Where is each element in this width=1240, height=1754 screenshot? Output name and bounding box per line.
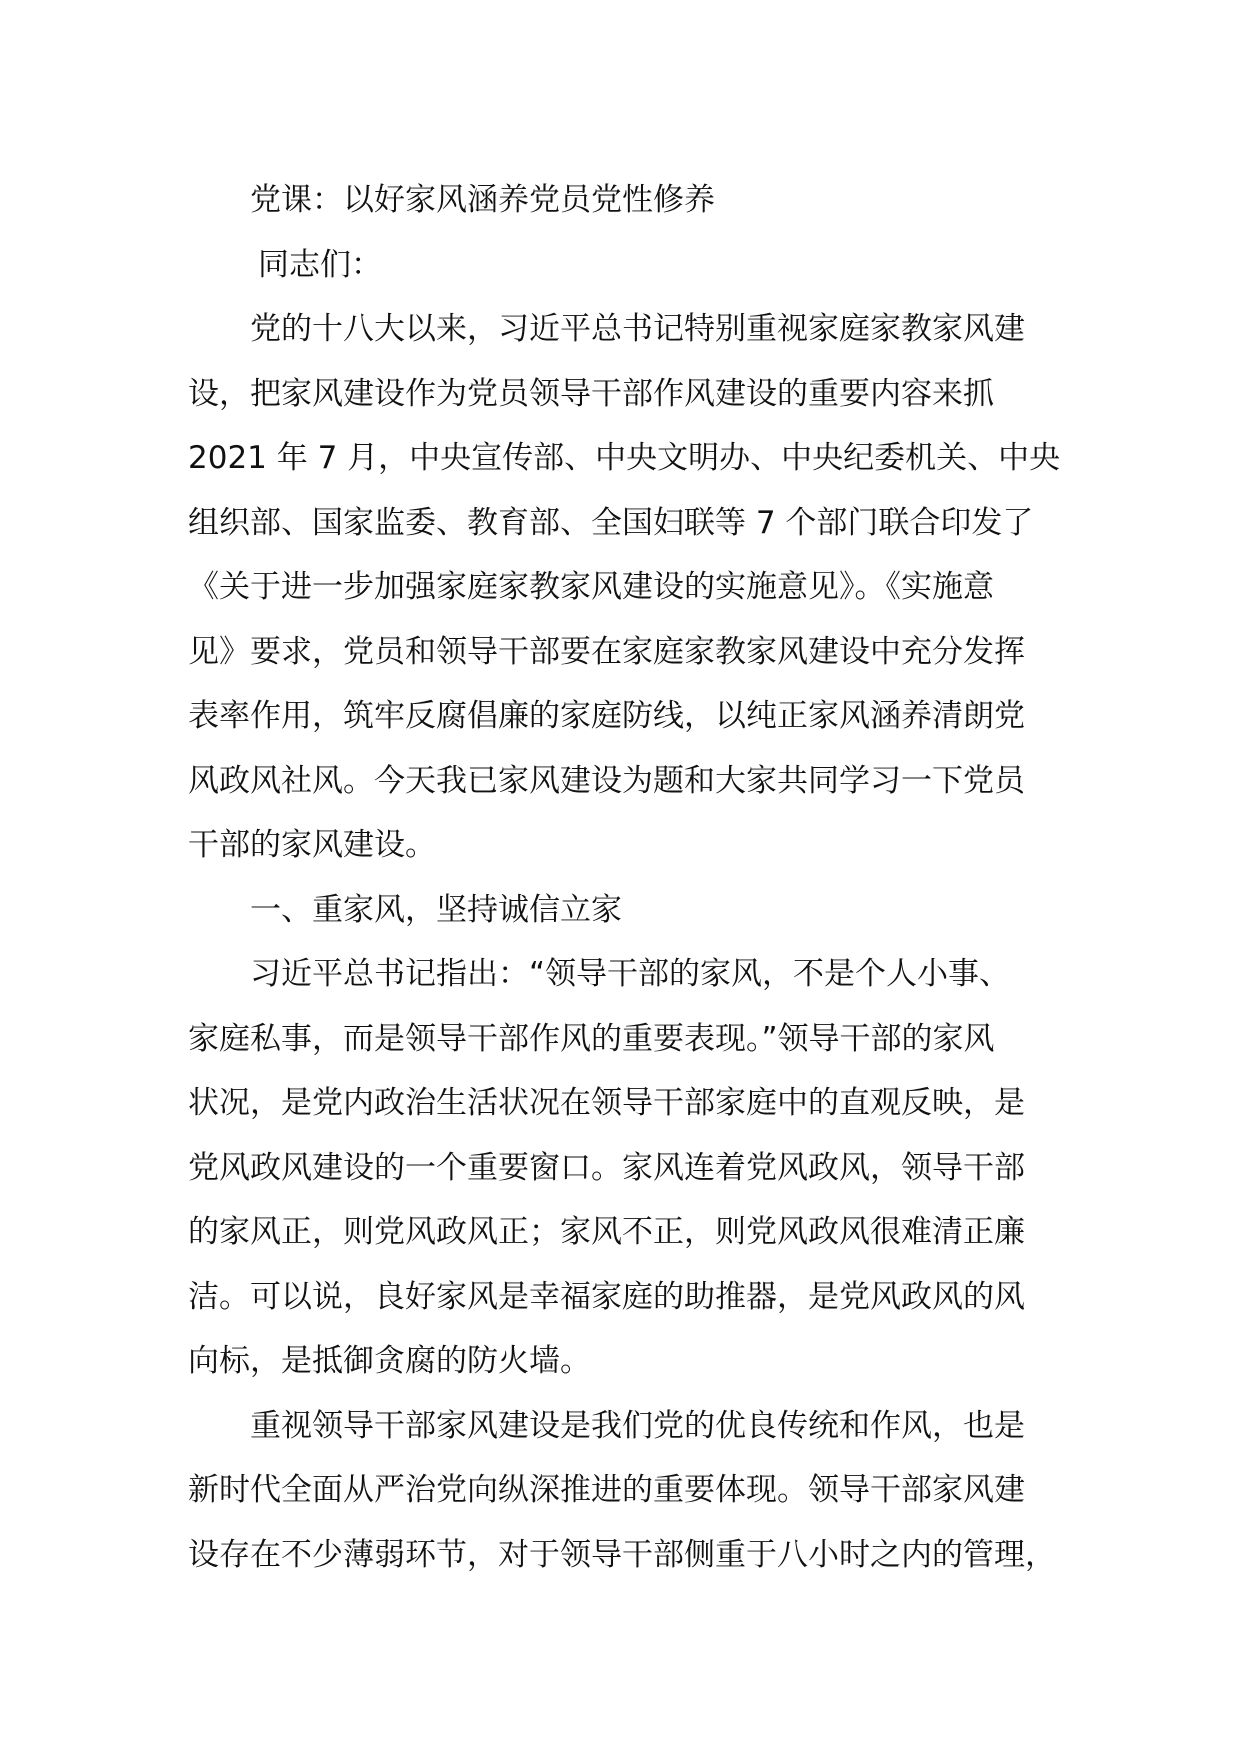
paragraph-quote bbox=[188, 942, 1058, 1394]
paragraph-line: 风政风社风。今天我已家风建设为题和大家共同学习一下党员 bbox=[188, 762, 1025, 799]
paragraph-line: 向标，是抵御贪腐的防火墙。 bbox=[188, 1343, 591, 1379]
paragraph-line: 重视领导干部家风建设是我们党的优良传统和作风，也是 bbox=[250, 1407, 1025, 1444]
paragraph-line: 设存在不少薄弱环节，对于领导干部侧重于八小时之内的管理， bbox=[188, 1536, 1056, 1573]
paragraph-line: 状况，是党内政治生活状况在领导干部家庭中的直观反映，是 bbox=[188, 1085, 1025, 1121]
paragraph-line: 的家风正，则党风政风正；家风不正，则党风政风很难清正廉 bbox=[188, 1214, 1025, 1250]
section-heading bbox=[188, 878, 1058, 943]
paragraph-line: 2021 年 7 月，中央宣传部、中央文明办、中央纪委机关、中央 bbox=[188, 440, 1061, 476]
paragraph-tradition bbox=[188, 1394, 1058, 1588]
salutation: 同志们： bbox=[258, 246, 382, 283]
paragraph-line: 组织部、国家监委、教育部、全国妇联等 7 个部门联合印发了 bbox=[188, 504, 1034, 541]
document-title: 党课：以好家风涵养党员党性修养 bbox=[250, 182, 715, 218]
paragraph-line: 设，把家风建设作为党员领导干部作风建设的重要内容来抓 bbox=[188, 375, 994, 412]
paragraph-line: 习近平总书记指出：“领导干部的家风，不是个人小事、 bbox=[250, 956, 1011, 992]
paragraph-intro bbox=[188, 297, 1061, 878]
paragraph-line: 党的十八大以来，习近平总书记特别重视家庭家教家风建 bbox=[250, 311, 1025, 347]
paragraph-line: 家庭私事，而是领导干部作风的重要表现。”领导干部的家风 bbox=[188, 1020, 995, 1057]
paragraph-line: 党风政风建设的一个重要窗口。家风连着党风政风，领导干部 bbox=[188, 1149, 1025, 1186]
paragraph-line: 干部的家风建设。 bbox=[188, 827, 436, 863]
paragraph-line: 见》要求，党员和领导干部要在家庭家教家风建设中充分发挥 bbox=[188, 633, 1025, 670]
paragraph-line: 新时代全面从严治党向纵深推进的重要体现。领导干部家风建 bbox=[188, 1472, 1025, 1508]
section-heading-text: 一、重家风，坚持诚信立家 bbox=[250, 891, 622, 928]
document-body bbox=[188, 168, 1061, 1587]
paragraph-line: 《关于进一步加强家庭家教家风建设的实施意见》。《实施意 bbox=[188, 569, 994, 605]
paragraph-line: 洁。可以说，良好家风是幸福家庭的助推器，是党风政风的风 bbox=[188, 1278, 1025, 1315]
paragraph-line: 表率作用，筑牢反腐倡廉的家庭防线，以纯正家风涵养清朗党 bbox=[188, 698, 1025, 734]
